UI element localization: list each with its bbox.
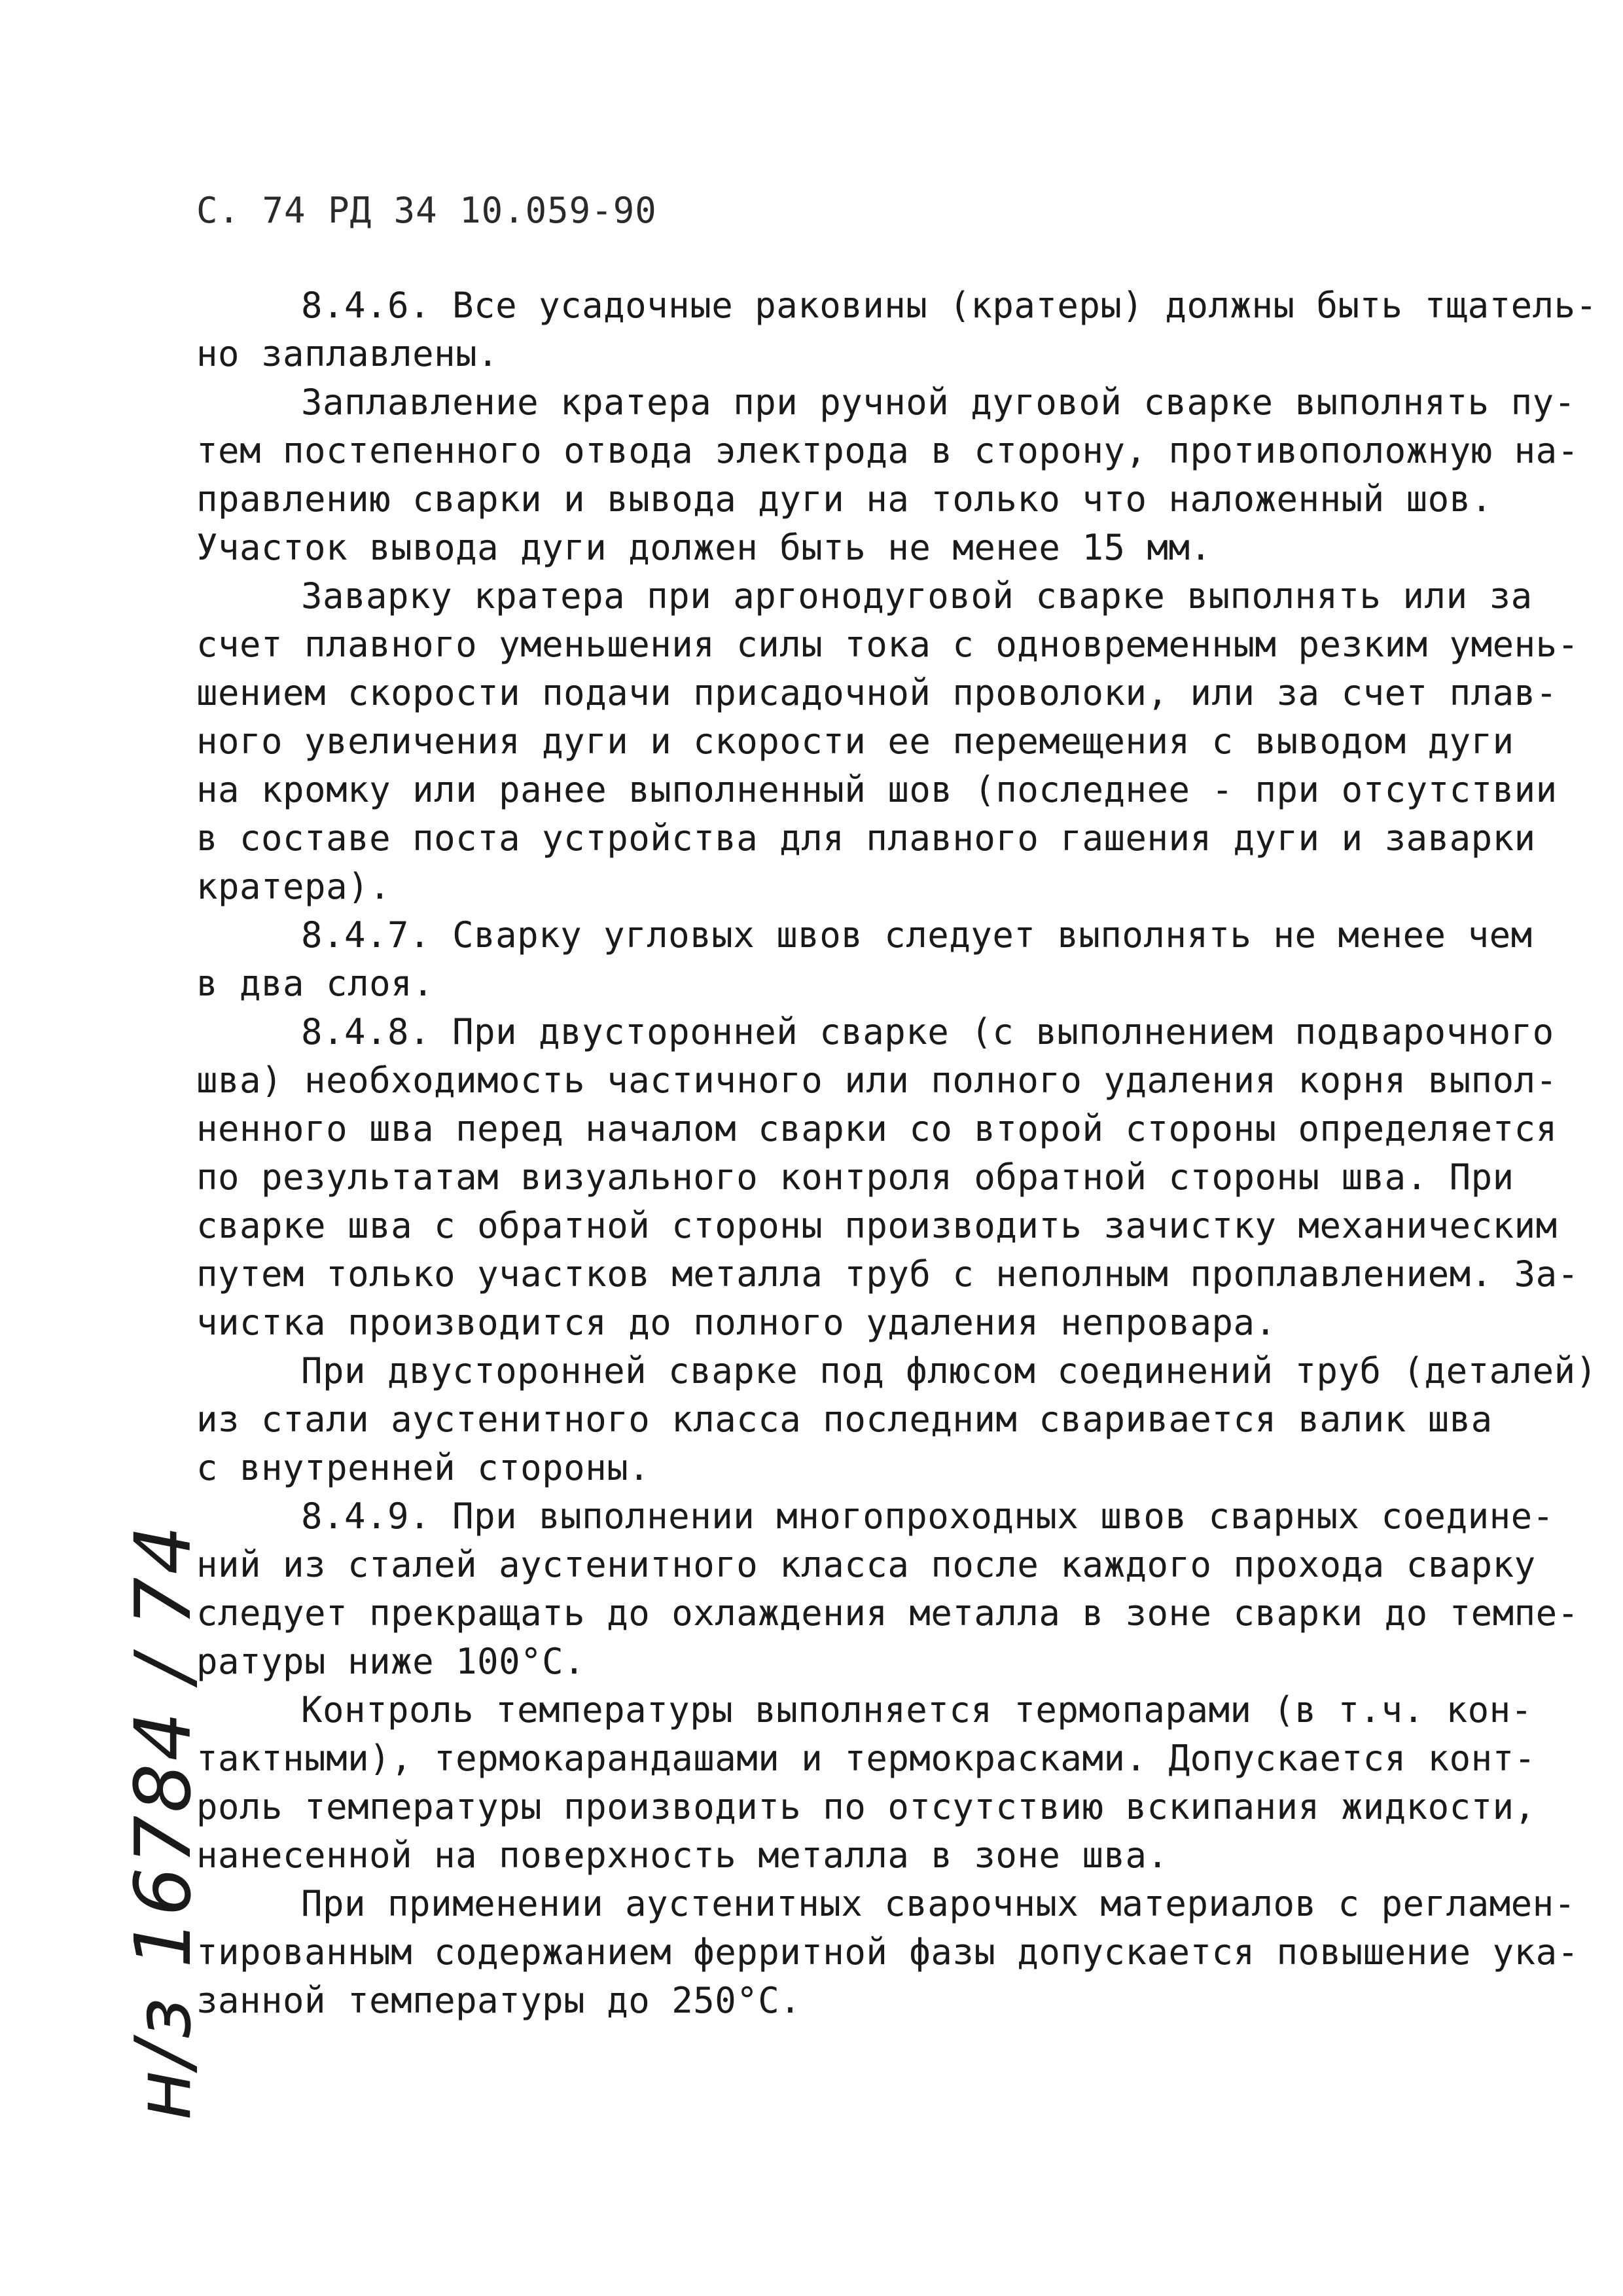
- handwritten-inventory-note: н/з 16784 / 74: [118, 1522, 208, 2121]
- text-line: на кромку или ранее выполненный шов (последнее - при отсутствии: [196, 769, 1558, 810]
- text-line: шением скорости подачи присадочной проволоки, или за счет плав-: [196, 672, 1558, 713]
- text-line: чистка производится до полного удаления непровара.: [196, 1302, 1277, 1343]
- text-line: ного увеличения дуги и скорости ее перемещения с выводом дуги: [196, 721, 1514, 762]
- text-line: правлению сварки и вывода дуги на только что наложенный шов.: [196, 478, 1493, 520]
- text-line: ний из сталей аустенитного класса после каждого прохода сварку: [196, 1544, 1536, 1585]
- text-line: следует прекращать до охлаждения металла в зоне сварки до темпе-: [196, 1592, 1579, 1634]
- text-line: занной температуры до 250°С.: [196, 1980, 802, 2021]
- text-line: кратера).: [196, 866, 391, 907]
- text-line: 8.4.8. При двусторонней сварке (с выполнением подварочного: [301, 1011, 1554, 1052]
- text-line: 8.4.6. Все усадочные раковины (кратеры) должны быть тщатель-: [301, 285, 1597, 326]
- text-line: но заплавлены.: [196, 333, 499, 374]
- text-line: нанесенной на поверхность металла в зоне шва.: [196, 1835, 1169, 1876]
- text-line: по результатам визуального контроля обратной стороны шва. При: [196, 1157, 1514, 1198]
- text-line: ненного шва перед началом сварки со второй стороны определяется: [196, 1108, 1558, 1149]
- text-line: путем только участков металла труб с неполным проплавлением. За-: [196, 1253, 1579, 1295]
- page-header: С. 74 РД 34 10.059-90: [196, 190, 657, 231]
- text-line: ратуры ниже 100°С.: [196, 1641, 586, 1682]
- text-line: тем постепенного отвода электрода в сторону, противоположную на-: [196, 430, 1579, 471]
- text-line: из стали аустенитного класса последним сваривается валик шва: [196, 1399, 1493, 1440]
- text-line: Контроль температуры выполняется термопарами (в т.ч. кон-: [301, 1689, 1533, 1731]
- text-line: 8.4.7. Сварку угловых швов следует выполнять не менее чем: [301, 914, 1533, 956]
- text-line: Участок вывода дуги должен быть не менее 15 мм.: [196, 527, 1212, 568]
- text-line: роль температуры производить по отсутствию вскипания жидкости,: [196, 1786, 1536, 1827]
- text-line: с внутренней стороны.: [196, 1447, 651, 1488]
- text-line: тированным содержанием ферритной фазы допускается повышение ука-: [196, 1931, 1579, 1973]
- text-line: При применении аустенитных сварочных материалов с регламен-: [301, 1883, 1576, 1924]
- text-line: тактными), термокарандашами и термокрасками. Допускается конт-: [196, 1738, 1536, 1779]
- margin-stamp: [98, 1522, 229, 2121]
- text-line: в два слоя.: [196, 963, 435, 1004]
- text-line: Заварку кратера при аргонодуговой сварке выполнять или за: [301, 575, 1533, 617]
- text-line: Заплавление кратера при ручной дуговой сварке выполнять пу-: [301, 382, 1576, 423]
- text-line: При двусторонней сварке под флюсом соединений труб (деталей): [301, 1350, 1597, 1391]
- text-line: в составе поста устройства для плавного гашения дуги и заварки: [196, 817, 1536, 859]
- text-line: сварке шва с обратной стороны производить зачистку механическим: [196, 1205, 1558, 1246]
- text-line: 8.4.9. При выполнении многопроходных швов сварных соедине-: [301, 1496, 1554, 1537]
- text-line: шва) необходимость частичного или полного удаления корня выпол-: [196, 1060, 1558, 1101]
- text-line: счет плавного уменьшения силы тока с одновременным резким умень-: [196, 624, 1579, 665]
